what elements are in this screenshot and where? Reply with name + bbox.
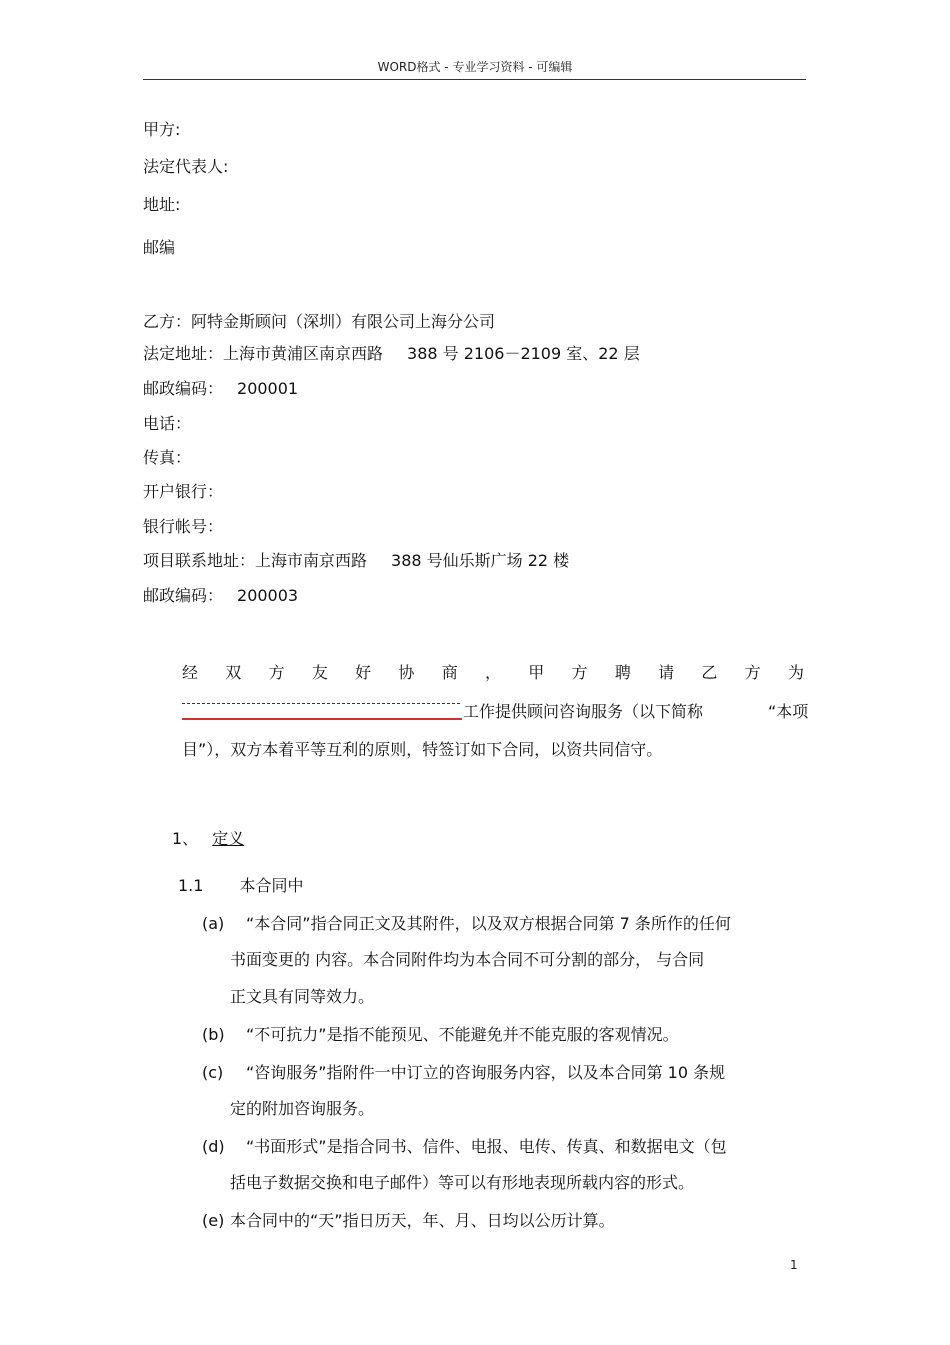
party-b-legal-address: [143, 344, 640, 364]
section-1-1-heading: [178, 876, 303, 896]
intro-char: 友: [311, 663, 328, 682]
header-rule: [143, 79, 806, 80]
intro-line-2a: 工作提供顾问咨询服务（以下简称: [463, 702, 704, 721]
intro-char: 请: [658, 663, 675, 682]
party-b-legal-address-rest: 388 号 2106－2109 室、22 层: [407, 344, 640, 363]
party-b-postcode-1: [143, 379, 298, 399]
intro-char: 商: [441, 663, 458, 682]
definition-e-text-1: 本合同中的“天”指日历天，年、月、日均以公历计算。: [230, 1211, 615, 1230]
definition-c-text-1: “咨询服务”指附件一中订立的咨询服务内容，以及本合同第 10 条规: [246, 1063, 726, 1082]
definition-c-label: (c): [202, 1063, 224, 1082]
intro-char: 好: [355, 663, 372, 682]
party-b-postcode-2-label: 邮政编码：: [143, 586, 224, 605]
definition-b-text-1: “不可抗力”是指不能预见、不能避免并不能克服的客观情况。: [246, 1025, 679, 1044]
intro-char: 为: [787, 663, 804, 682]
definition-a-label: (a): [202, 914, 225, 933]
definition-d-line-2: 括电子数据交换和电子邮件）等可以有形地表现所载内容的形式。: [230, 1173, 695, 1192]
section-1-1-title: 本合同中: [239, 876, 304, 895]
party-b-postcode-1-value: 200001: [237, 379, 299, 398]
section-1-number: 1、: [172, 829, 199, 848]
spellcheck-underline: [182, 718, 462, 720]
party-a-rep-label: 法定代表人:: [143, 157, 229, 176]
intro-char: ，: [484, 663, 501, 682]
section-1-heading: [172, 829, 244, 849]
party-b-project-address: [143, 551, 569, 571]
page-header: WORD格式 - 专业学习资料 - 可编辑: [377, 60, 573, 74]
party-b-postcode-2: [143, 586, 298, 606]
definition-b-label: (b): [202, 1025, 225, 1044]
definition-c-line-2: 定的附加咨询服务。: [230, 1099, 375, 1118]
section-1-title: 定义: [212, 829, 245, 848]
party-b-account-label: 银行帐号：: [143, 517, 224, 536]
intro-char: 方: [571, 663, 588, 682]
intro-line-3: 目”），双方本着平等互利的原则，特签订如下合同，以资共同信守。: [182, 740, 663, 759]
intro-char: 方: [268, 663, 285, 682]
definition-e-label: (e): [202, 1211, 225, 1230]
party-a-postcode-label: 邮编: [143, 238, 176, 257]
definition-c-line-1: [202, 1063, 725, 1083]
page-number: 1: [790, 1258, 798, 1272]
party-b-legal-address-label: 法定地址：上海市黄浦区南京西路: [143, 344, 384, 363]
intro-char: 协: [398, 663, 415, 682]
party-b-project-address-label: 项目联系地址：上海市南京西路: [143, 551, 368, 570]
party-a-address-label: 地址:: [143, 195, 181, 214]
intro-line-1: [182, 663, 804, 683]
definition-d-label: (d): [202, 1137, 225, 1156]
definition-d-line-1: [202, 1137, 727, 1157]
definition-a-line-1: [202, 914, 731, 934]
party-b-phone-label: 电话：: [143, 414, 192, 433]
intro-char: 方: [744, 663, 761, 682]
intro-char: 双: [225, 663, 242, 682]
definition-d-text-1: “书面形式”是指合同书、信件、电报、电传、传真、和数据电文（包: [246, 1137, 727, 1156]
party-a-label: 甲方:: [143, 120, 181, 139]
intro-line-2b: “本项: [768, 702, 809, 721]
blank-line: [182, 703, 460, 704]
party-b-project-address-rest: 388 号仙乐斯广场 22 楼: [391, 551, 570, 570]
definition-a-text-1: “本合同”指合同正文及其附件，以及双方根据合同第 7 条所作的任何: [246, 914, 731, 933]
party-b-fax-label: 传真：: [143, 448, 192, 467]
party-b-postcode-2-value: 200003: [237, 586, 299, 605]
definition-a-line-2: 书面变更的 内容。本合同附件均为本合同不可分割的部分， 与合同: [230, 950, 705, 969]
intro-char: 乙: [701, 663, 718, 682]
intro-char: 经: [182, 663, 199, 682]
definition-a-line-3: 正文具有同等效力。: [230, 987, 375, 1006]
definition-b-line-1: [202, 1025, 679, 1045]
intro-char: 聘: [614, 663, 631, 682]
party-b-name: 乙方：阿特金斯顾问（深圳）有限公司上海分公司: [143, 312, 496, 331]
definition-e-line-1: [202, 1211, 615, 1231]
section-1-1-number: 1.1: [178, 876, 204, 895]
party-b-bank-label: 开户银行：: [143, 482, 224, 501]
party-b-postcode-1-label: 邮政编码：: [143, 379, 224, 398]
intro-char: 甲: [528, 663, 545, 682]
